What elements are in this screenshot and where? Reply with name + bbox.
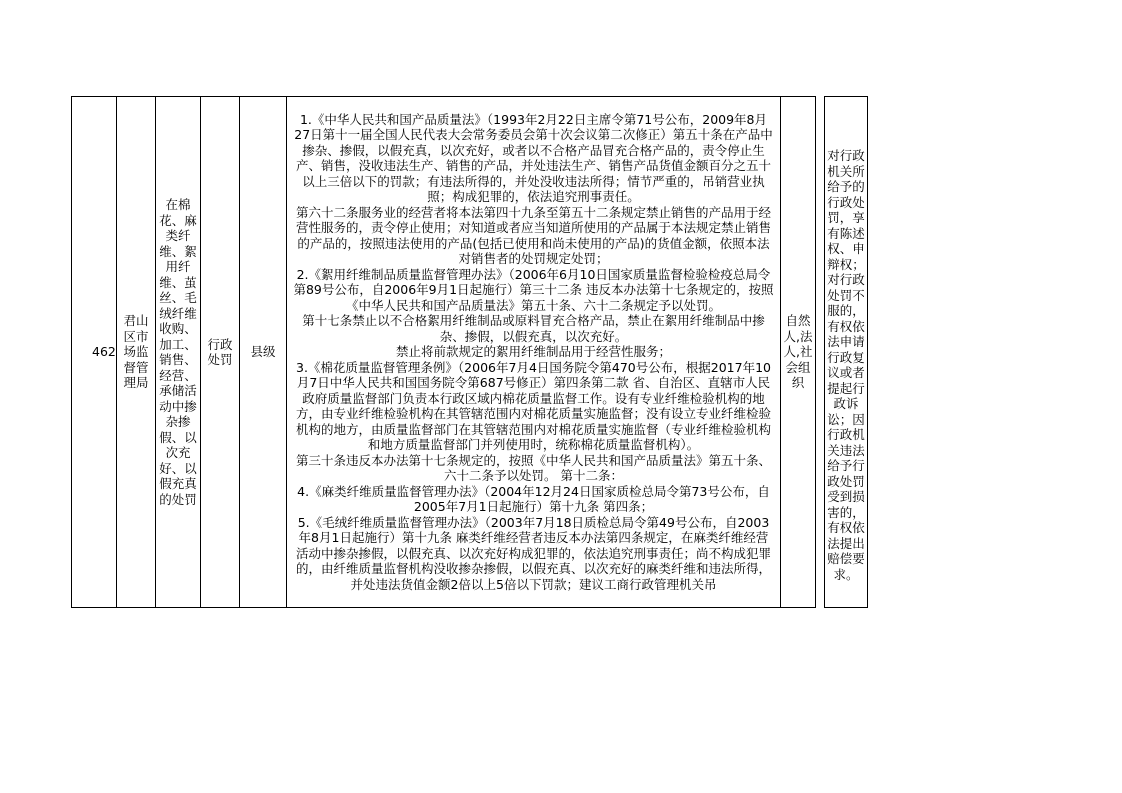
row-number: 462 [92,343,116,359]
department-cell [117,97,156,608]
department-name: 君山区市场监督管理局 [123,313,149,391]
legal-basis-paragraph: 3.《棉花质量监督管理条例》（2006年7月4日国务院令第470号公布，根据2017年10月7日中华人民共和国国务院令第687号修正）第四条第二款 省、自治区、直辖市人民政府质量监督部门负责本行政区域内棉花质量监督工作。设有专业纤维检验机构的地方，由专业纤维检验机构在其管辖范围内对棉花质量实施监督；没有设立专业纤维检验机构的地方，由质量监督部门在其管辖范围内对棉花质量实施监督（专业纤维检验机构和地方质量监督部门并列使用时，统称棉花质量监督机构）。 [295,359,771,453]
row-number-cell [72,97,117,608]
legal-basis-paragraph: 2.《絮用纤维制品质量监督管理办法》（2006年6月10日国家质量监督检验检疫总局令第89号公布，自2006年9月1日起施行）第三十二条 违反本办法第十七条规定的，按照《中华人民共和国产品质量法》第五十条、六十二条规定予以处罚。 [293,266,774,313]
legal-basis-paragraph: 第三十条违反本办法第十七条规定的，按照《中华人民共和国产品质量法》第五十条、六十二条予以处罚。 第十二条： [295,452,771,484]
level-cell [240,97,287,608]
table-row [72,97,868,608]
remedy-cell [825,97,868,608]
legal-basis-paragraph: 禁止将前款规定的絮用纤维制品用于经营性服务； [395,344,671,360]
legal-basis-paragraph: 第六十二条服务业的经营者将本法第四十九条至第五十二条规定禁止销售的产品用于经营性服务的，责令停止使用；对知道或者应当知道所使用的产品属于本法规定禁止销售的产品的，按照违法使用的产品(包括已使用和尚未使用的产品)的货值金额，依照本法对销售者的处罚规定处罚； [295,204,771,267]
legal-basis-paragraph: 4.《麻类纤维质量监督管理办法》（2004年12月24日国家质检总局令第73号公布，自2005年7月1日起施行）第十九条 第四条； [297,483,770,515]
legal-basis-paragraph: 5.《毛绒纤维质量监督管理办法》（2003年7月18日质检总局令第49号公布，自2003年8月1日起施行）第十九条 麻类纤维经营者违反本办法第四条规定，在麻类纤维经营活动中掺杂掺假，以假充真、以次充好构成犯罪的，依法追究刑事责任；尚不构成犯罪的，由纤维质量监督机构没收掺杂掺假，以假充真、以次充好的麻类纤维和违法所得，并处违法货值金额2倍以上5倍以下罚款；建议工商行政管理机关吊 [295,514,771,592]
matter-name: 在棉花、麻类纤维、絮用纤维、茧丝、毛绒纤维收购、加工、销售、经营、承储活动中掺杂掺假、以次充好、以假充真的处罚 [159,197,197,507]
legal-basis-paragraph: 1.《中华人民共和国产品质量法》（1993年2月22日主席令第71号公布，2009年8月27日第十一届全国人民代表大会常务委员会第十次会议第二次修正）第五十条在产品中掺杂、掺假，以假充真，以次充好，或者以不合格产品冒充合格产品的，责令停止生产、销售，没收违法生产、销售的产品，并处违法生产、销售产品货值金额百分之五十以上三倍以下的罚款；有违法所得的，并处没收违法所得；情节严重的，吊销营业执照；构成犯罪的，依法追究刑事责任。 [294,111,773,205]
target-object-cell [781,97,816,608]
spacer-cell [816,97,825,608]
legal-basis-paragraph: 第十七条禁止以不合格絮用纤维制品或原料冒充合格产品，禁止在絮用纤维制品中掺杂、掺假，以假充真，以次充好。 [302,313,765,344]
remedy-text: 对行政机关所给予的行政处罚，享有陈述权、申辩权；对行政处罚不服的，有权依法申请行政复议或者提起行政诉讼；因行政机关违法给予行政处罚受到损害的，有权依法提出赔偿要求。 [827,148,865,582]
matter-cell [156,97,201,608]
category-cell [201,97,240,608]
legal-basis-cell [287,97,781,608]
target-object: 自然人,法人,社会组织 [783,313,813,391]
penalty-table [71,96,868,608]
level-name: 县级 [250,344,276,360]
category-name: 行政处罚 [207,336,233,367]
